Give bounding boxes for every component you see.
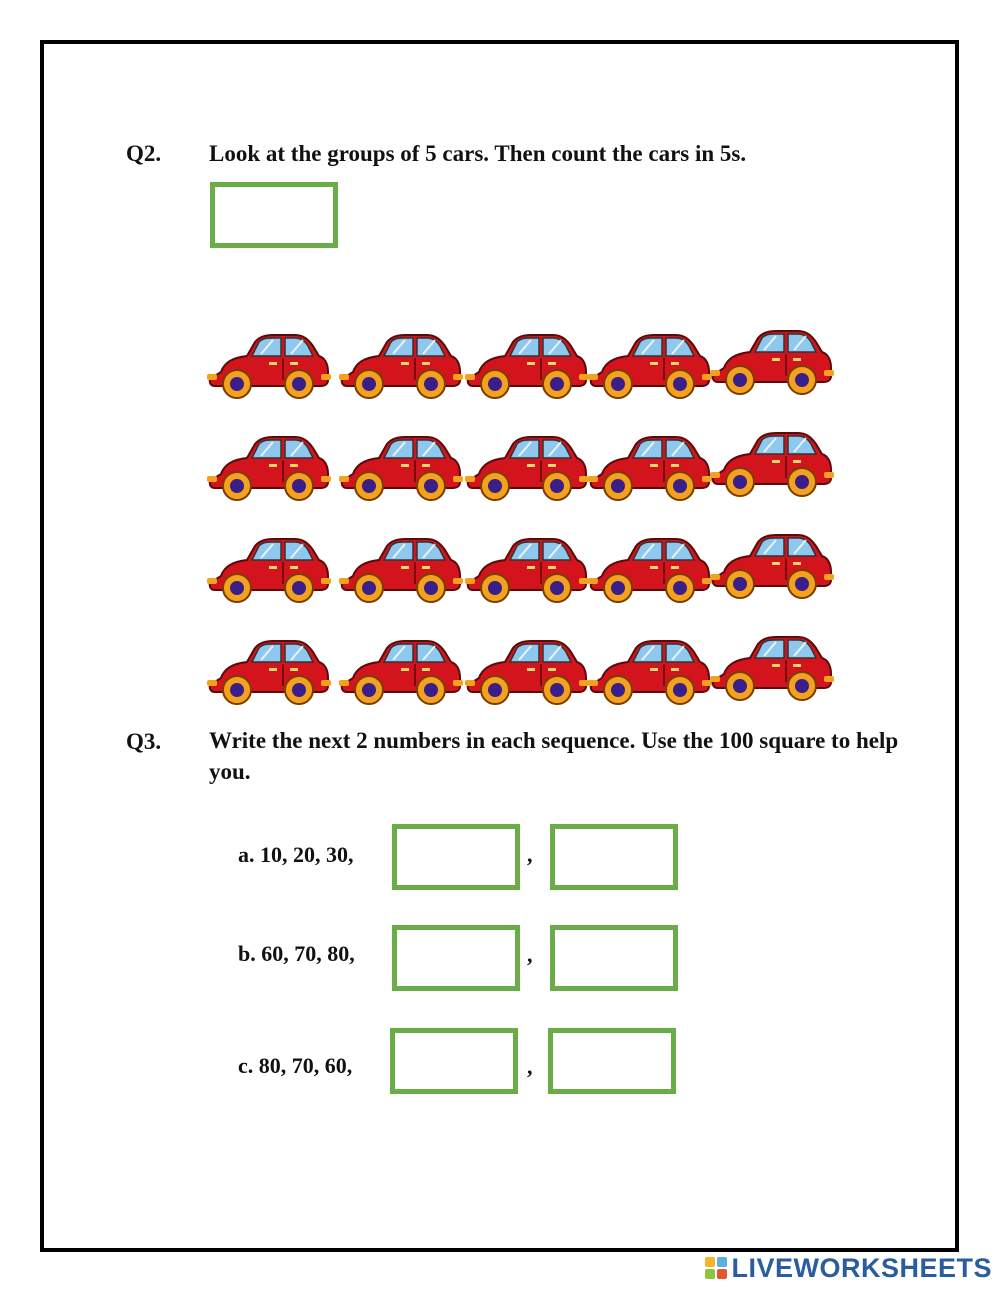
- question-2-text: Look at the groups of 5 cars. Then count the cars in 5s.: [209, 141, 747, 166]
- red-car-icon: [339, 636, 463, 710]
- red-car-icon: [207, 330, 331, 404]
- liveworksheets-brand[interactable]: [705, 1251, 992, 1285]
- sequence-c-comma: ,: [527, 1054, 533, 1079]
- red-car-icon: [588, 636, 712, 710]
- red-car-icon: [710, 530, 834, 604]
- question-3-text: Write the next 2 numbers in each sequence. Use the 100 square to help you.: [209, 728, 899, 784]
- red-car-icon: [339, 432, 463, 506]
- red-car-icon: [710, 428, 834, 502]
- red-car-icon: [588, 534, 712, 608]
- red-car-icon: [339, 330, 463, 404]
- sequence-b-comma: ,: [527, 942, 533, 967]
- sequence-c-label: c. 80, 70, 60,: [238, 1053, 353, 1078]
- sequence-a-label: a. 10, 20, 30,: [238, 842, 354, 867]
- question-3-number: Q3.: [126, 729, 162, 754]
- red-car-icon: [207, 534, 331, 608]
- red-car-icon: [465, 636, 589, 710]
- red-car-icon: [465, 534, 589, 608]
- red-car-icon: [710, 632, 834, 706]
- sequence-a-answer-2[interactable]: [550, 824, 678, 890]
- car-grid: [207, 330, 837, 700]
- brand-text: LIVEWORKSHEETS: [731, 1252, 992, 1283]
- sequence-b-answer-1[interactable]: [392, 925, 520, 991]
- sequence-a-comma: ,: [527, 842, 533, 867]
- sequence-b-answer-2[interactable]: [550, 925, 678, 991]
- q2-answer-box[interactable]: [210, 182, 338, 248]
- question-2-number: Q2.: [126, 141, 162, 166]
- red-car-icon: [465, 330, 589, 404]
- sequence-a-answer-1[interactable]: [392, 824, 520, 890]
- red-car-icon: [339, 534, 463, 608]
- sequence-c-answer-1[interactable]: [390, 1028, 518, 1094]
- sequence-c-answer-2[interactable]: [548, 1028, 676, 1094]
- red-car-icon: [710, 326, 834, 400]
- red-car-icon: [588, 330, 712, 404]
- red-car-icon: [465, 432, 589, 506]
- red-car-icon: [207, 432, 331, 506]
- liveworksheets-logo-icon: [705, 1257, 727, 1279]
- red-car-icon: [588, 432, 712, 506]
- red-car-icon: [207, 636, 331, 710]
- sequence-b-label: b. 60, 70, 80,: [238, 941, 355, 966]
